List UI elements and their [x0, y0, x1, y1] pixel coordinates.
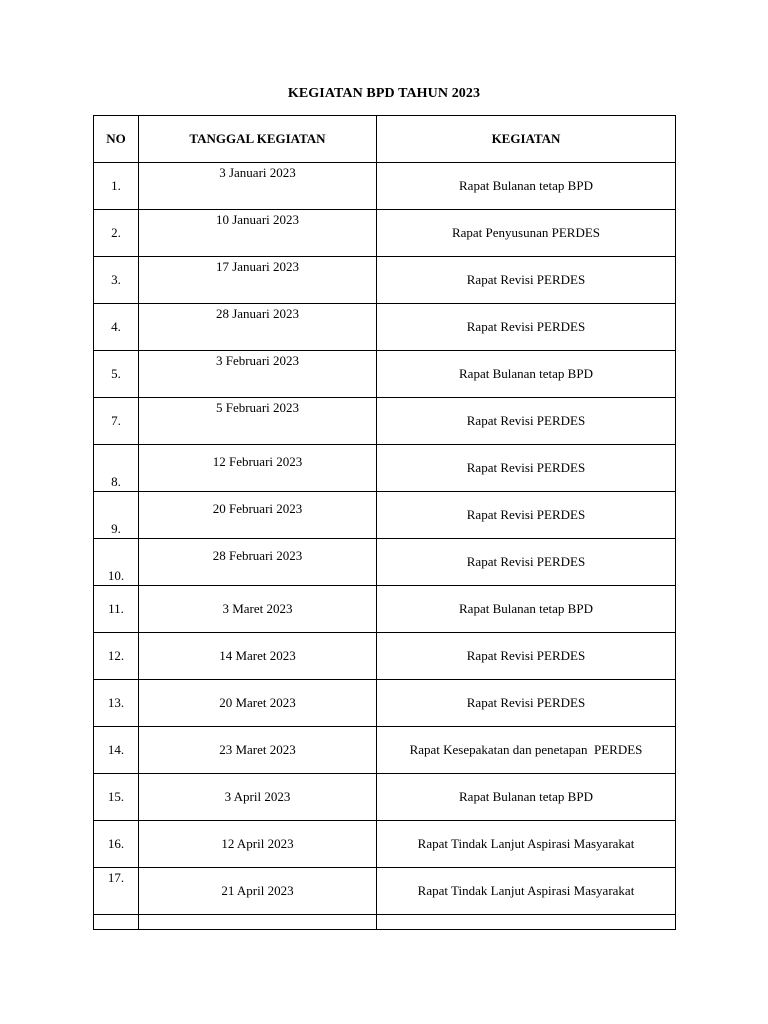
row-date: 14 Maret 2023: [139, 633, 377, 680]
row-number: 9.: [94, 492, 139, 539]
row-activity: Rapat Bulanan tetap BPD: [377, 586, 676, 633]
row-activity: Rapat Revisi PERDES: [377, 633, 676, 680]
row-number: 4.: [94, 304, 139, 351]
row-activity: Rapat Bulanan tetap BPD: [377, 163, 676, 210]
empty-row: [94, 915, 676, 930]
empty-cell: [94, 915, 139, 930]
row-activity: Rapat Kesepakatan dan penetapan PERDES: [377, 727, 676, 774]
row-activity: Rapat Revisi PERDES: [377, 304, 676, 351]
row-activity: Rapat Revisi PERDES: [377, 680, 676, 727]
activities-table: [93, 115, 676, 930]
empty-cell: [139, 915, 377, 930]
row-date: 5 Februari 2023: [139, 398, 377, 445]
row-date: 20 Februari 2023: [139, 492, 377, 539]
table-row: [94, 210, 676, 257]
row-number: 10.: [94, 539, 139, 586]
row-date: 3 April 2023: [139, 774, 377, 821]
row-date: 17 Januari 2023: [139, 257, 377, 304]
table-row: [94, 727, 676, 774]
row-date: 28 Februari 2023: [139, 539, 377, 586]
header-date: TANGGAL KEGIATAN: [139, 116, 377, 163]
header-activity: KEGIATAN: [377, 116, 676, 163]
row-activity: Rapat Revisi PERDES: [377, 445, 676, 492]
row-date: 3 Januari 2023: [139, 163, 377, 210]
row-activity: Rapat Bulanan tetap BPD: [377, 774, 676, 821]
row-activity: Rapat Tindak Lanjut Aspirasi Masyarakat: [377, 821, 676, 868]
row-number: 12.: [94, 633, 139, 680]
row-activity: Rapat Tindak Lanjut Aspirasi Masyarakat: [377, 868, 676, 915]
row-date: 20 Maret 2023: [139, 680, 377, 727]
row-activity: Rapat Revisi PERDES: [377, 398, 676, 445]
row-number: 11.: [94, 586, 139, 633]
row-number: 3.: [94, 257, 139, 304]
row-date: 3 Maret 2023: [139, 586, 377, 633]
row-activity: Rapat Revisi PERDES: [377, 492, 676, 539]
row-date: 12 Februari 2023: [139, 445, 377, 492]
row-date: 12 April 2023: [139, 821, 377, 868]
empty-cell: [377, 915, 676, 930]
row-number: 7.: [94, 398, 139, 445]
table-row: [94, 680, 676, 727]
row-number: 8.: [94, 445, 139, 492]
row-number: 5.: [94, 351, 139, 398]
row-number: 14.: [94, 727, 139, 774]
table-row: [94, 774, 676, 821]
table-row: [94, 586, 676, 633]
table-row: [94, 304, 676, 351]
row-number: 1.: [94, 163, 139, 210]
table-row: [94, 257, 676, 304]
table-row: [94, 633, 676, 680]
row-number: 17.: [94, 868, 139, 915]
row-activity: Rapat Revisi PERDES: [377, 539, 676, 586]
table-header-row: [94, 116, 676, 163]
row-date: 21 April 2023: [139, 868, 377, 915]
row-activity: Rapat Penyusunan PERDES: [377, 210, 676, 257]
document-title: KEGIATAN BPD TAHUN 2023: [287, 86, 481, 101]
row-activity: Rapat Bulanan tetap BPD: [377, 351, 676, 398]
row-activity: Rapat Revisi PERDES: [377, 257, 676, 304]
row-date: 10 Januari 2023: [139, 210, 377, 257]
row-number: 16.: [94, 821, 139, 868]
table-row: [94, 821, 676, 868]
row-date: 3 Februari 2023: [139, 351, 377, 398]
table-row: [94, 539, 676, 586]
header-no: NO: [94, 116, 139, 163]
table-row: [94, 445, 676, 492]
table-row: [94, 492, 676, 539]
table-row: [94, 398, 676, 445]
table-row: [94, 351, 676, 398]
table-row: [94, 868, 676, 915]
row-number: 13.: [94, 680, 139, 727]
row-date: 28 Januari 2023: [139, 304, 377, 351]
row-number: 15.: [94, 774, 139, 821]
row-number: 2.: [94, 210, 139, 257]
table-row: [94, 163, 676, 210]
row-date: 23 Maret 2023: [139, 727, 377, 774]
